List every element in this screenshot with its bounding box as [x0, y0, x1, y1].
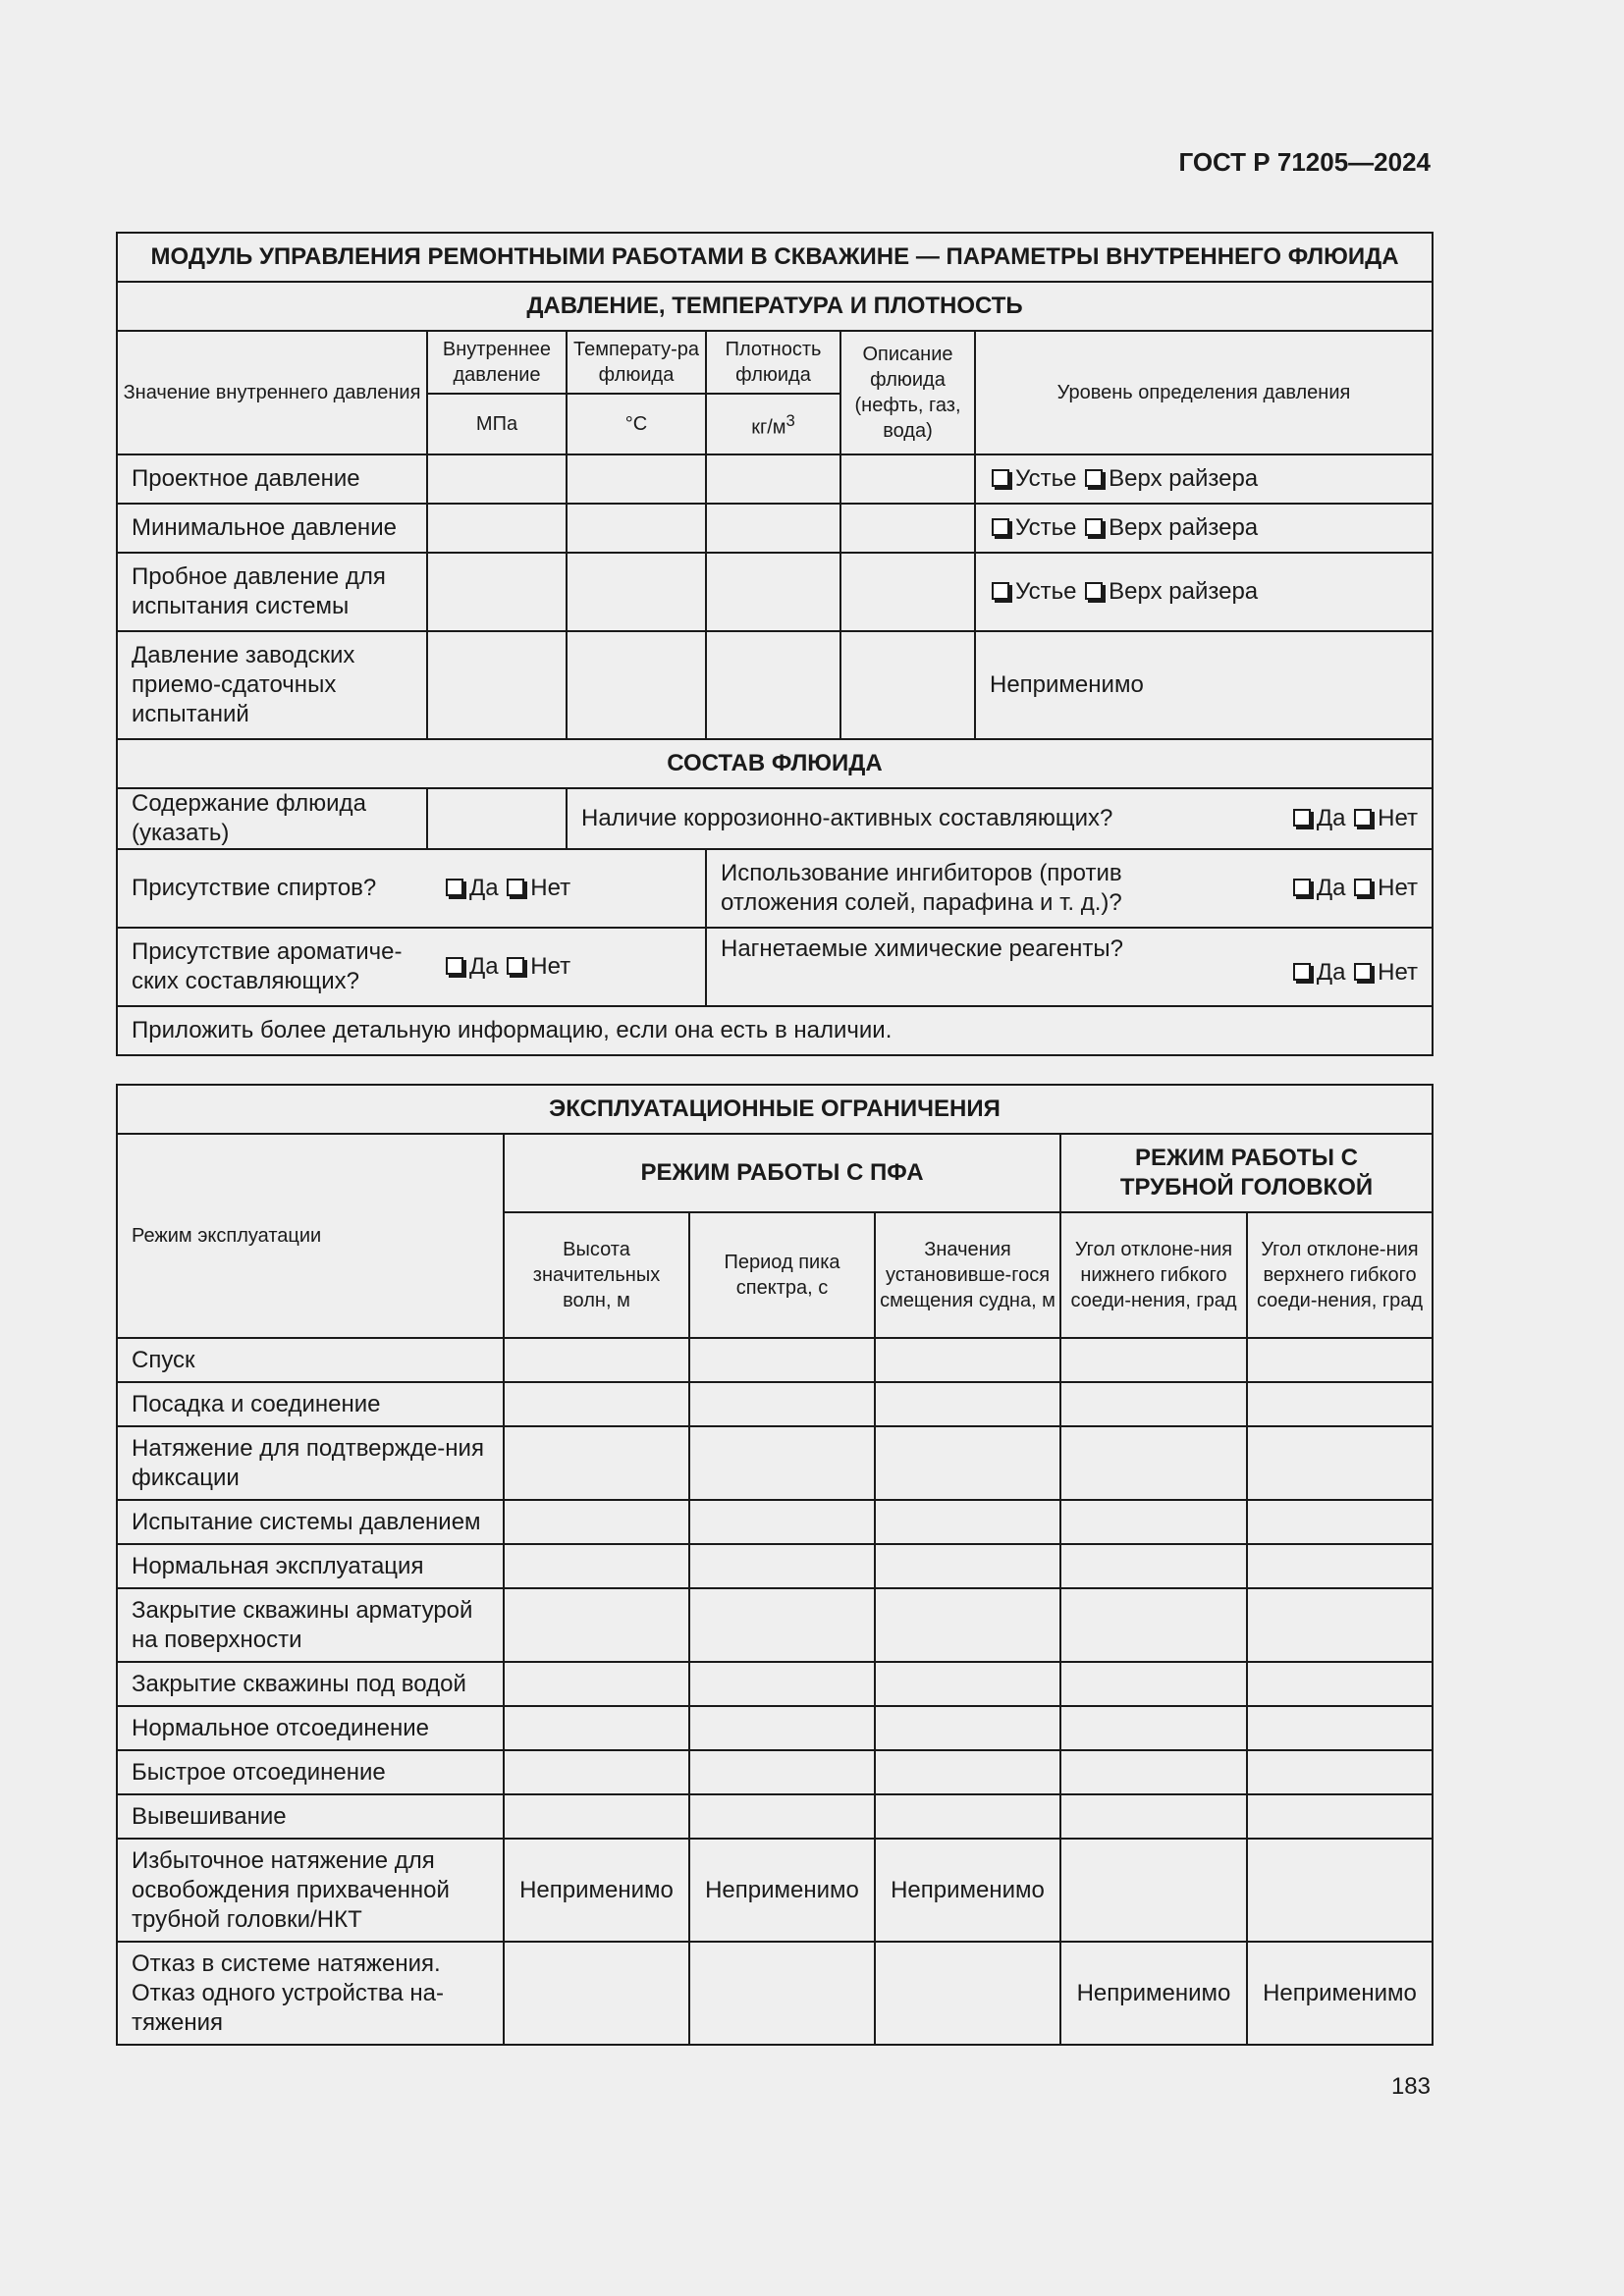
unit-temp: °C: [567, 394, 706, 454]
data-cell[interactable]: [875, 1750, 1060, 1794]
input-cell[interactable]: [427, 454, 567, 504]
table-row: [117, 1750, 1433, 1794]
data-cell[interactable]: [875, 1662, 1060, 1706]
data-cell[interactable]: [875, 1706, 1060, 1750]
corrosive-question: [567, 788, 1433, 849]
yes-label: Да: [469, 953, 499, 980]
fluid-parameters-table: [116, 232, 1434, 1056]
data-cell[interactable]: [689, 1794, 875, 1839]
data-cell[interactable]: [689, 1706, 875, 1750]
checkbox-icon[interactable]: [1293, 879, 1311, 896]
checkbox-icon[interactable]: [1085, 582, 1103, 600]
data-cell[interactable]: [875, 1382, 1060, 1426]
data-cell[interactable]: [689, 1544, 875, 1588]
data-cell[interactable]: [689, 1426, 875, 1500]
col-mode-header: Режим эксплуатации: [117, 1134, 504, 1338]
attach-note: Приложить более детальную информацию, если она есть в наличии.: [117, 1006, 1433, 1055]
unit-density-sup: 3: [785, 410, 795, 430]
row-label: Вывешивание: [117, 1794, 504, 1839]
yes-label: Да: [469, 875, 499, 901]
checkbox-icon[interactable]: [992, 518, 1009, 536]
data-cell[interactable]: [875, 1588, 1060, 1662]
checkbox-icon[interactable]: [507, 879, 524, 896]
checkbox-icon[interactable]: [992, 469, 1009, 487]
option-riser: Верх райзера: [1109, 465, 1259, 492]
data-cell[interactable]: [504, 1706, 689, 1750]
table-row: [117, 553, 1433, 631]
option-riser: Верх райзера: [1109, 514, 1259, 541]
group-tube-header: РЕЖИМ РАБОТЫ С ТРУБНОЙ ГОЛОВКОЙ: [1060, 1134, 1433, 1212]
row-label: Закрытие скважины под водой: [117, 1662, 504, 1706]
col-desc-header: Описание флюида (нефть, газ, вода): [840, 331, 975, 454]
section-fluid-composition: СОСТАВ ФЛЮИДА: [117, 739, 1433, 788]
yes-label: Да: [1316, 959, 1346, 986]
row-label: Спуск: [117, 1338, 504, 1382]
data-cell[interactable]: [689, 1662, 875, 1706]
data-cell[interactable]: [689, 1500, 875, 1544]
data-cell[interactable]: [1060, 1662, 1247, 1706]
row-label: Отказ в системе натяжения. Отказ одного устройства на-тяжения: [117, 1942, 504, 2045]
input-cell[interactable]: [706, 631, 840, 739]
data-cell[interactable]: [504, 1500, 689, 1544]
chemicals-question: [706, 928, 1433, 1006]
checkbox-icon[interactable]: [507, 957, 524, 975]
alcohols-label: Присутствие спиртов?: [132, 875, 377, 901]
data-cell[interactable]: [504, 1794, 689, 1839]
data-cell[interactable]: [1247, 1794, 1433, 1839]
data-cell[interactable]: [504, 1750, 689, 1794]
checkbox-icon[interactable]: [1085, 469, 1103, 487]
table-row: [117, 1794, 1433, 1839]
input-cell[interactable]: [840, 553, 975, 631]
data-cell[interactable]: [1247, 1588, 1433, 1662]
document-code: ГОСТ Р 71205—2024: [1178, 147, 1431, 177]
data-cell[interactable]: [1247, 1500, 1433, 1544]
data-cell[interactable]: [1247, 1338, 1433, 1382]
col-density-header: Плотность флюида: [706, 331, 840, 394]
col-value-header: Значение внутреннего давления: [117, 331, 427, 454]
data-cell[interactable]: [1247, 1544, 1433, 1588]
row-label: Пробное давление для испытания системы: [117, 553, 427, 631]
data-cell[interactable]: [875, 1794, 1060, 1839]
col-offset-header: Значения установивше-гося смещения судна, м: [875, 1212, 1060, 1338]
table-row: [117, 1588, 1433, 1662]
chemicals-label: Нагнетаемые химические реагенты?: [721, 935, 1123, 962]
data-cell[interactable]: [1060, 1588, 1247, 1662]
col-period-header: Период пика спектра, с: [689, 1212, 875, 1338]
section-pressure-temp-density: ДАВЛЕНИЕ, ТЕМПЕРАТУРА И ПЛОТНОСТЬ: [117, 282, 1433, 331]
data-cell[interactable]: [1247, 1382, 1433, 1426]
unit-density: [706, 394, 840, 454]
table-row: [117, 454, 1433, 504]
row-label: Минимальное давление: [117, 504, 427, 553]
yes-label: Да: [1316, 805, 1346, 831]
aromatics-question: [117, 928, 706, 1006]
table-row: [117, 1662, 1433, 1706]
level-not-applicable: Неприменимо: [975, 631, 1433, 739]
row-label: Испытание системы давлением: [117, 1500, 504, 1544]
input-cell[interactable]: [840, 631, 975, 739]
no-label: Нет: [1378, 959, 1418, 986]
row-label: Быстрое отсоединение: [117, 1750, 504, 1794]
input-cell[interactable]: [567, 631, 706, 739]
checkbox-icon[interactable]: [1354, 879, 1372, 896]
group-pfa-header: РЕЖИМ РАБОТЫ С ПФА: [504, 1134, 1060, 1212]
checkbox-icon[interactable]: [1293, 809, 1311, 827]
data-cell[interactable]: [504, 1426, 689, 1500]
row-label: Посадка и соединение: [117, 1382, 504, 1426]
data-cell[interactable]: [689, 1338, 875, 1382]
data-cell[interactable]: [1060, 1839, 1247, 1942]
input-cell[interactable]: [427, 504, 567, 553]
fluid-content-input[interactable]: [427, 788, 567, 849]
yes-label: Да: [1316, 875, 1346, 901]
input-cell[interactable]: [706, 504, 840, 553]
checkbox-icon[interactable]: [1354, 963, 1372, 981]
no-label: Нет: [1378, 875, 1418, 901]
table2-title: ЭКСПЛУАТАЦИОННЫЕ ОГРАНИЧЕНИЯ: [117, 1085, 1433, 1134]
data-cell[interactable]: [1060, 1338, 1247, 1382]
row-label: Давление заводских приемо-сдаточных испытаний: [117, 631, 427, 739]
table-row: [117, 631, 1433, 739]
table1-title: МОДУЛЬ УПРАВЛЕНИЯ РЕМОНТНЫМИ РАБОТАМИ В СКВАЖИНЕ — ПАРАМЕТРЫ ВНУТРЕННЕГО ФЛЮИДА: [117, 233, 1433, 282]
option-wellhead: Устье: [1015, 514, 1077, 541]
data-cell[interactable]: [1247, 1706, 1433, 1750]
level-options: [975, 553, 1433, 631]
input-cell[interactable]: [567, 553, 706, 631]
data-cell[interactable]: [1247, 1662, 1433, 1706]
data-cell[interactable]: [504, 1662, 689, 1706]
table-row: [117, 849, 1433, 928]
table-row: [117, 1942, 1433, 2045]
input-cell[interactable]: [567, 454, 706, 504]
checkbox-icon[interactable]: [1293, 963, 1311, 981]
input-cell[interactable]: [427, 631, 567, 739]
level-options: [975, 454, 1433, 504]
no-label: Нет: [530, 953, 571, 980]
checkbox-icon[interactable]: [992, 582, 1009, 600]
table-row: [117, 1706, 1433, 1750]
no-label: Нет: [530, 875, 571, 901]
row-label: Закрытие скважины арматурой на поверхности: [117, 1588, 504, 1662]
data-cell: Неприменимо: [1247, 1942, 1433, 2045]
data-cell[interactable]: [875, 1500, 1060, 1544]
data-cell[interactable]: [1060, 1750, 1247, 1794]
data-cell[interactable]: [875, 1426, 1060, 1500]
col-lower-header: Угол отклоне-ния нижнего гибкого соеди-нения, град: [1060, 1212, 1247, 1338]
data-cell: Неприменимо: [875, 1839, 1060, 1942]
col-wave-header: Высота значительных волн, м: [504, 1212, 689, 1338]
data-cell[interactable]: [504, 1338, 689, 1382]
data-cell[interactable]: [504, 1544, 689, 1588]
unit-density-base: кг/м: [751, 416, 786, 439]
data-cell: Неприменимо: [689, 1839, 875, 1942]
page-number: 183: [1390, 2073, 1431, 2100]
option-wellhead: Устье: [1015, 465, 1077, 492]
input-cell[interactable]: [427, 553, 567, 631]
input-cell[interactable]: [840, 454, 975, 504]
data-cell[interactable]: [875, 1338, 1060, 1382]
input-cell[interactable]: [567, 504, 706, 553]
row-label: Нормальное отсоединение: [117, 1706, 504, 1750]
data-cell[interactable]: [875, 1942, 1060, 2045]
operating-limits-table: [116, 1084, 1434, 2046]
row-label: Избыточное натяжение для освобождения прихваченной трубной головки/НКТ: [117, 1839, 504, 1942]
inhibitors-question: [706, 849, 1433, 928]
input-cell[interactable]: [706, 454, 840, 504]
table-row: [117, 928, 1433, 1006]
col-pressure-header: Внутреннее давление: [427, 331, 567, 394]
checkbox-icon[interactable]: [446, 879, 463, 896]
table-row: [117, 1426, 1433, 1500]
data-cell[interactable]: [875, 1544, 1060, 1588]
row-label: Проектное давление: [117, 454, 427, 504]
alcohols-question: [117, 849, 706, 928]
fluid-content-label: Содержание флюида (указать): [117, 788, 427, 849]
table-row: [117, 1544, 1433, 1588]
aromatics-label: Присутствие ароматиче-ских составляющих?: [132, 938, 403, 994]
no-label: Нет: [1378, 805, 1418, 831]
input-cell[interactable]: [840, 504, 975, 553]
level-options: [975, 504, 1433, 553]
table-row: [117, 788, 1433, 849]
table-row: [117, 1338, 1433, 1382]
data-cell[interactable]: [689, 1942, 875, 2045]
data-cell[interactable]: [1247, 1839, 1433, 1942]
data-cell[interactable]: [1060, 1500, 1247, 1544]
data-cell[interactable]: [1060, 1382, 1247, 1426]
data-cell[interactable]: [689, 1588, 875, 1662]
checkbox-icon[interactable]: [1085, 518, 1103, 536]
col-upper-header: Угол отклоне-ния верхнего гибкого соеди-нения, град: [1247, 1212, 1433, 1338]
col-temp-header: Температу-ра флюида: [567, 331, 706, 394]
table-row: [117, 504, 1433, 553]
input-cell[interactable]: [706, 553, 840, 631]
inhibitors-label: Использование ингибиторов (против отложения солей, парафина и т. д.)?: [721, 860, 1122, 916]
data-cell[interactable]: [689, 1750, 875, 1794]
data-cell[interactable]: [504, 1382, 689, 1426]
col-level-header: Уровень определения давления: [975, 331, 1433, 454]
row-label: Натяжение для подтвержде-ния фиксации: [117, 1426, 504, 1500]
data-cell[interactable]: [1060, 1794, 1247, 1839]
table-row: [117, 1382, 1433, 1426]
option-riser: Верх райзера: [1109, 578, 1259, 605]
option-wellhead: Устье: [1015, 578, 1077, 605]
data-cell[interactable]: [504, 1942, 689, 2045]
row-label: Нормальная эксплуатация: [117, 1544, 504, 1588]
unit-pressure: МПа: [427, 394, 567, 454]
checkbox-icon[interactable]: [446, 957, 463, 975]
table-row: [117, 1839, 1433, 1942]
data-cell[interactable]: [1060, 1706, 1247, 1750]
data-cell[interactable]: [1247, 1750, 1433, 1794]
data-cell[interactable]: [504, 1588, 689, 1662]
corrosive-label: Наличие коррозионно-активных составляющих?: [581, 805, 1113, 831]
data-cell: Неприменимо: [1060, 1942, 1247, 2045]
data-cell[interactable]: [1060, 1426, 1247, 1500]
checkbox-icon[interactable]: [1354, 809, 1372, 827]
data-cell[interactable]: [1247, 1426, 1433, 1500]
data-cell[interactable]: [689, 1382, 875, 1426]
data-cell[interactable]: [1060, 1544, 1247, 1588]
data-cell: Неприменимо: [504, 1839, 689, 1942]
table-row: [117, 1500, 1433, 1544]
